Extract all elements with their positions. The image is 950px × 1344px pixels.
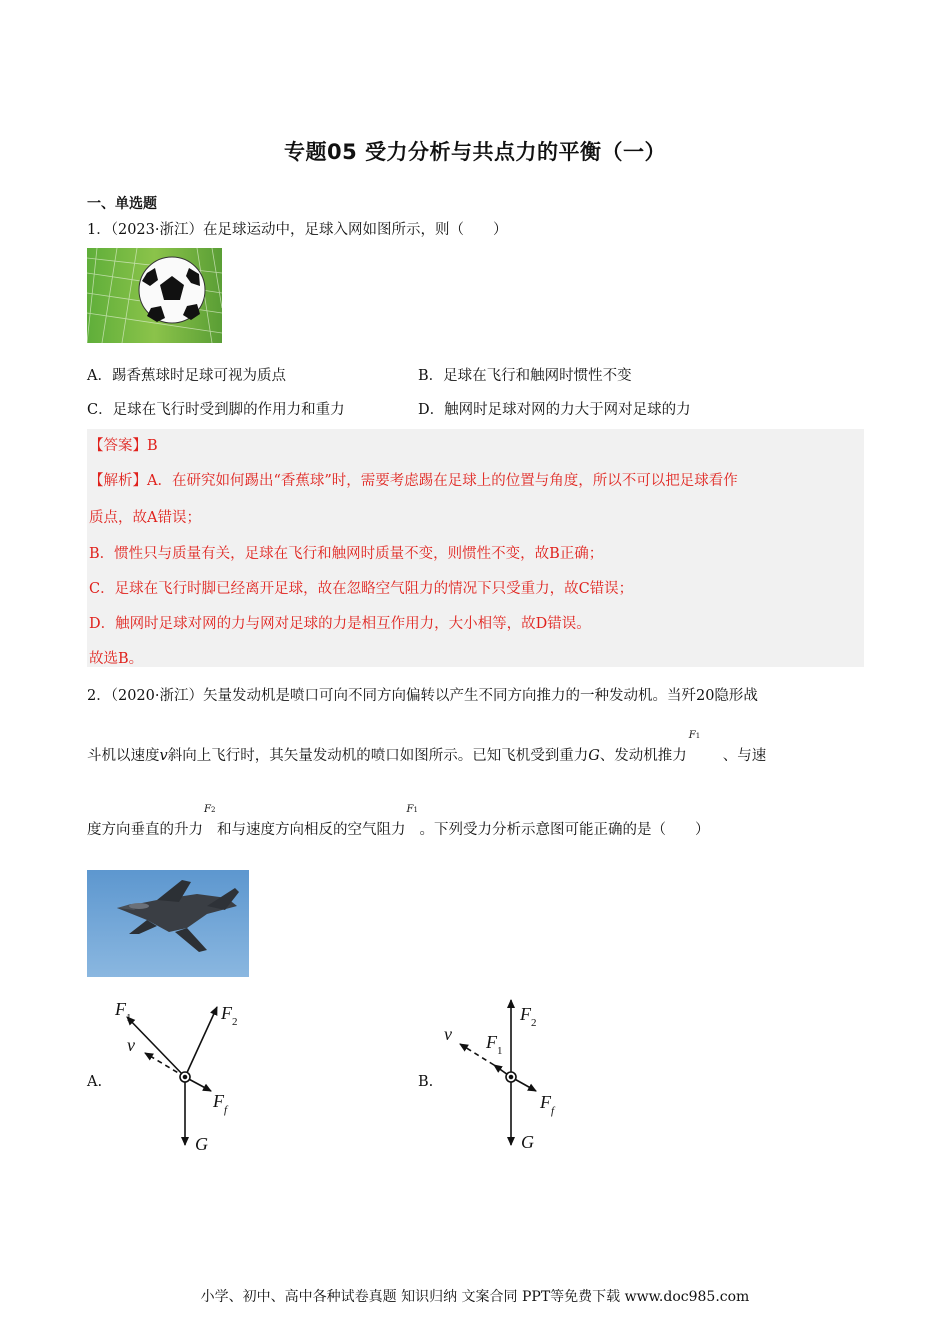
label-v: v — [127, 1035, 135, 1055]
q1-analysis-line-5: D．触网时足球对网的力与网对足球的力是相互作用力，大小相等，故D错误。 — [89, 616, 591, 632]
q1-analysis-line-3: B．惯性只与质量有关，足球在飞行和触网时质量不变，则惯性不变，故B正确； — [89, 546, 604, 562]
section-heading: 一、单选题 — [87, 196, 157, 212]
label-b-g: G — [521, 1132, 534, 1152]
q1-option-a: A．踢香蕉球时足球可视为质点 — [87, 368, 286, 384]
page-title: 专题05 受力分析与共点力的平衡（一） — [283, 140, 667, 164]
svg-text:f: f — [224, 1104, 228, 1116]
svg-text:2: 2 — [531, 1017, 537, 1029]
q1-analysis-line-1: 【解析】A．在研究如何踢出“香蕉球”时，需要考虑踢在足球上的位置与角度，所以不可以把足球看作 — [89, 473, 738, 489]
footer: 小学、初中、高中各种试卷真题 知识归纳 文案合同 PPT等免费下载 www.doc985.com — [200, 1289, 750, 1305]
soccer-ball-image — [87, 248, 222, 343]
fighter-jet-image — [87, 870, 249, 977]
q2-line-3: 度方向垂直的升力 F2 和与速度方向相反的空气阻力 F1 。下列受力分析示意图可能正确的是（ ） — [87, 804, 710, 838]
svg-text:1: 1 — [126, 1012, 132, 1024]
q1-analysis-line-4: C．足球在飞行时脚已经离开足球，故在忽略空气阻力的情况下只受重力，故C错误； — [89, 581, 634, 597]
q1-option-c: C．足球在飞行时受到脚的作用力和重力 — [87, 402, 345, 418]
label-b-v: v — [444, 1024, 452, 1044]
label-ff: F — [213, 1091, 224, 1111]
label-b-f2: F — [520, 1004, 531, 1024]
q1-stem: 1．（2023·浙江）在足球运动中，足球入网如图所示，则（ ） — [87, 222, 508, 238]
svg-text:1: 1 — [497, 1045, 503, 1057]
q1-analysis-line-6: 故选B。 — [89, 651, 144, 667]
label-f2: F — [221, 1003, 232, 1023]
q2-option-a-label: A. — [87, 1074, 103, 1090]
svg-text:2: 2 — [232, 1016, 238, 1028]
label-g: G — [195, 1134, 208, 1154]
q1-option-d: D．触网时足球对网的力大于网对足球的力 — [418, 402, 691, 418]
force-diagram-b — [438, 990, 588, 1160]
svg-text:f: f — [551, 1105, 555, 1117]
q2-line-2: 斗机以速度v斜向上飞行时，其矢量发动机的喷口如图所示。已知飞机受到重力G、发动机推力 F1 、与速 — [87, 730, 767, 764]
q2-option-b-label: B. — [418, 1074, 434, 1090]
q1-answer: 【答案】B — [89, 438, 158, 454]
q1-analysis-line-2: 质点，故A错误； — [89, 510, 201, 526]
label-f1: F — [115, 999, 126, 1019]
q2-line-1: 2．（2020·浙江）矢量发动机是喷口可向不同方向偏转以产生不同方向推力的一种发动机。当歼20隐形战 — [87, 688, 758, 704]
label-b-ff: F — [540, 1092, 551, 1112]
force-diagram-a — [105, 995, 265, 1160]
label-b-f1: F — [486, 1032, 497, 1052]
q1-option-b: B．足球在飞行和触网时惯性不变 — [418, 368, 632, 384]
